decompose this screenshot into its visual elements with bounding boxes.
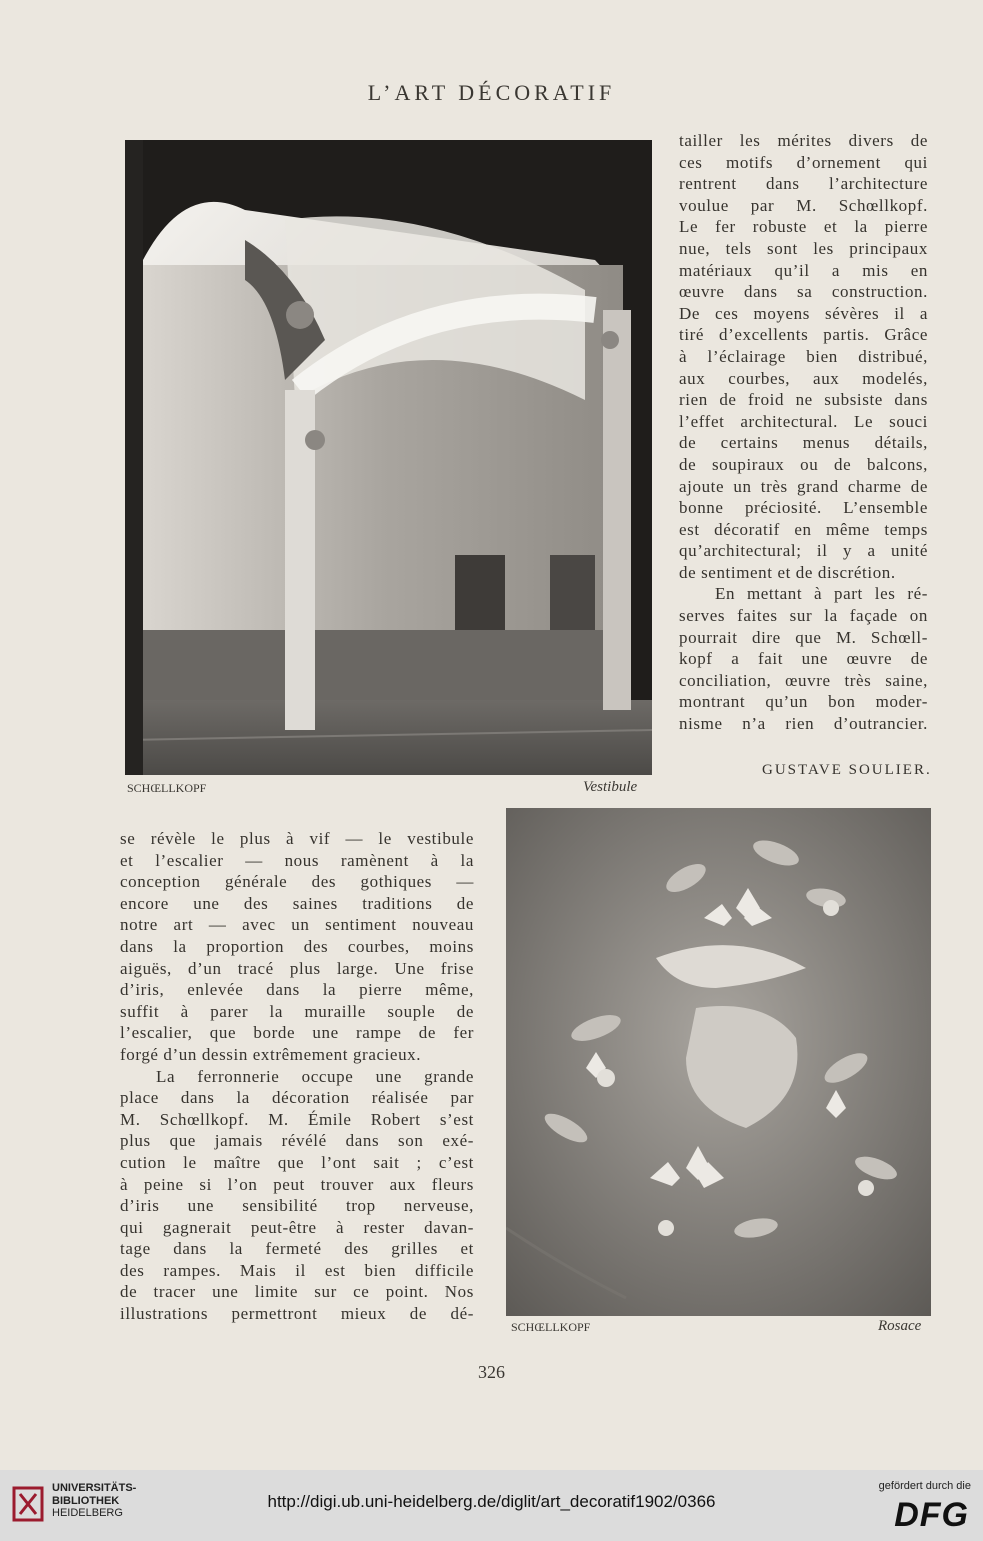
text-line: Le fer robuste et la pierre xyxy=(679,217,928,237)
text-line: nisme n’a rien d’outrancier. xyxy=(679,714,928,734)
text-line: place dans la décoration réalisée par xyxy=(120,1088,474,1108)
text-line: La ferronnerie occupe une grande xyxy=(156,1066,474,1086)
library-line-1: UNIVERSITÄTS- xyxy=(52,1482,137,1494)
text-line: dans la proportion des courbes, moins xyxy=(120,936,474,956)
text-line: aux courbes, aux modelés, xyxy=(679,368,928,388)
library-line-2: BIBLIOTHEK xyxy=(52,1494,120,1507)
sponsor-text: gefördert durch die xyxy=(878,1480,971,1492)
right-text-column xyxy=(679,130,928,735)
page-number: 326 xyxy=(478,1362,505,1382)
text-line: forgé d’un dessin extrêmement gracieux. xyxy=(120,1044,422,1064)
text-line: qui gagnerait peut-être à rester davan- xyxy=(120,1217,474,1237)
text-line: pourrait dire que M. Schœll- xyxy=(679,627,928,647)
vestibule-photo xyxy=(125,140,652,775)
text-line: cution le maître que l’ont sait ; c’est xyxy=(120,1152,474,1172)
text-line: œuvre dans sa construction. xyxy=(679,282,928,302)
text-line: encore une des saines traditions de xyxy=(120,893,474,913)
text-line: conception générale des gothiques — xyxy=(120,872,474,892)
text-line: plus que jamais révélé dans son exé- xyxy=(120,1131,474,1151)
text-line: bonne préciosité. L’ensemble xyxy=(679,498,928,518)
text-line: ces motifs d’ornement qui xyxy=(679,152,928,172)
text-line: notre art — avec un sentiment nouveau xyxy=(120,915,474,935)
text-line: d’iris, enlevée dans la pierre même, xyxy=(120,980,474,1000)
text-line: serves faites sur la façade on xyxy=(679,606,928,626)
text-line: de soupiraux ou de balcons, xyxy=(679,454,928,474)
text-line: En mettant à part les ré- xyxy=(715,584,928,604)
rosace-title: Rosace xyxy=(878,1318,922,1334)
rosace-photo xyxy=(506,808,931,1316)
author-signature: GUSTAVE SOULIER. xyxy=(762,762,932,778)
text-line: De ces moyens sévères il a xyxy=(679,303,928,323)
vestibule-illustration xyxy=(125,140,652,775)
text-line: et l’escalier — nous ramènent à la xyxy=(120,850,474,870)
text-line: de sentiment et de discrétion. xyxy=(679,562,896,582)
text-line: matériaux qu’il a mis en xyxy=(679,260,928,280)
text-line: l’effet architectural. Le souci xyxy=(679,411,928,431)
page-header: L’ART DÉCORATIF xyxy=(367,80,616,105)
digitization-url-link[interactable]: http://digi.ub.uni-heidelberg.de/diglit/art_decoratif1902/0366 xyxy=(267,1492,716,1511)
text-line: tailler les mérites divers de xyxy=(679,131,928,150)
dfg-logo: DFG xyxy=(894,1496,969,1534)
left-text-column xyxy=(120,828,474,1325)
vestibule-title: Vestibule xyxy=(583,779,638,795)
rosace-credit: SCHŒLLKOPF xyxy=(511,1320,591,1334)
text-line: à l’éclairage bien distribué, xyxy=(679,346,928,366)
text-line: rentrent dans l’architecture xyxy=(679,174,928,194)
text-line: nue, tels sont les principaux xyxy=(679,238,928,258)
text-line: kopf a fait une œuvre de xyxy=(679,649,928,669)
text-line: ajoute un très grand charme de xyxy=(679,476,928,496)
text-line: suffit à parer la muraille souple de xyxy=(120,1001,474,1021)
text-line: rien de froid ne subsiste dans xyxy=(679,390,928,410)
text-line: conciliation, œuvre très saine, xyxy=(679,670,928,690)
vestibule-credit: SCHŒLLKOPF xyxy=(127,781,207,795)
text-line: l’escalier, que borde une rampe de fer xyxy=(120,1023,474,1043)
text-line: tage dans la fermeté des grilles et xyxy=(120,1239,474,1259)
text-line: de tracer une limite sur ce point. Nos xyxy=(120,1282,474,1302)
text-line: est décoratif en même temps xyxy=(679,519,928,539)
text-line: voulue par M. Schœllkopf. xyxy=(679,195,928,215)
text-line: se révèle le plus à vif — le vestibule xyxy=(120,829,474,848)
text-line: illustrations permettront mieux de dé- xyxy=(120,1304,474,1324)
library-line-3: HEIDELBERG xyxy=(52,1507,123,1519)
text-line: montrant qu’un bon moder- xyxy=(679,692,928,712)
rosace-illustration xyxy=(506,808,931,1316)
footer-bar xyxy=(0,1470,983,1541)
text-line: tiré d’excellents partis. Grâce xyxy=(679,325,928,345)
text-line: à peine si l’on peut trouver aux fleurs xyxy=(120,1174,474,1194)
text-line: des rampes. Mais il est bien difficile xyxy=(120,1260,474,1280)
text-line: aiguës, d’un tracé plus large. Une frise xyxy=(120,958,474,978)
text-line: de certains menus détails, xyxy=(679,433,928,453)
text-line: qu’architectural; il y a unité xyxy=(679,541,928,561)
text-line: d’iris une sensibilité trop nerveuse, xyxy=(120,1196,474,1216)
text-line: M. Schœllkopf. M. Émile Robert s’est xyxy=(120,1109,474,1129)
